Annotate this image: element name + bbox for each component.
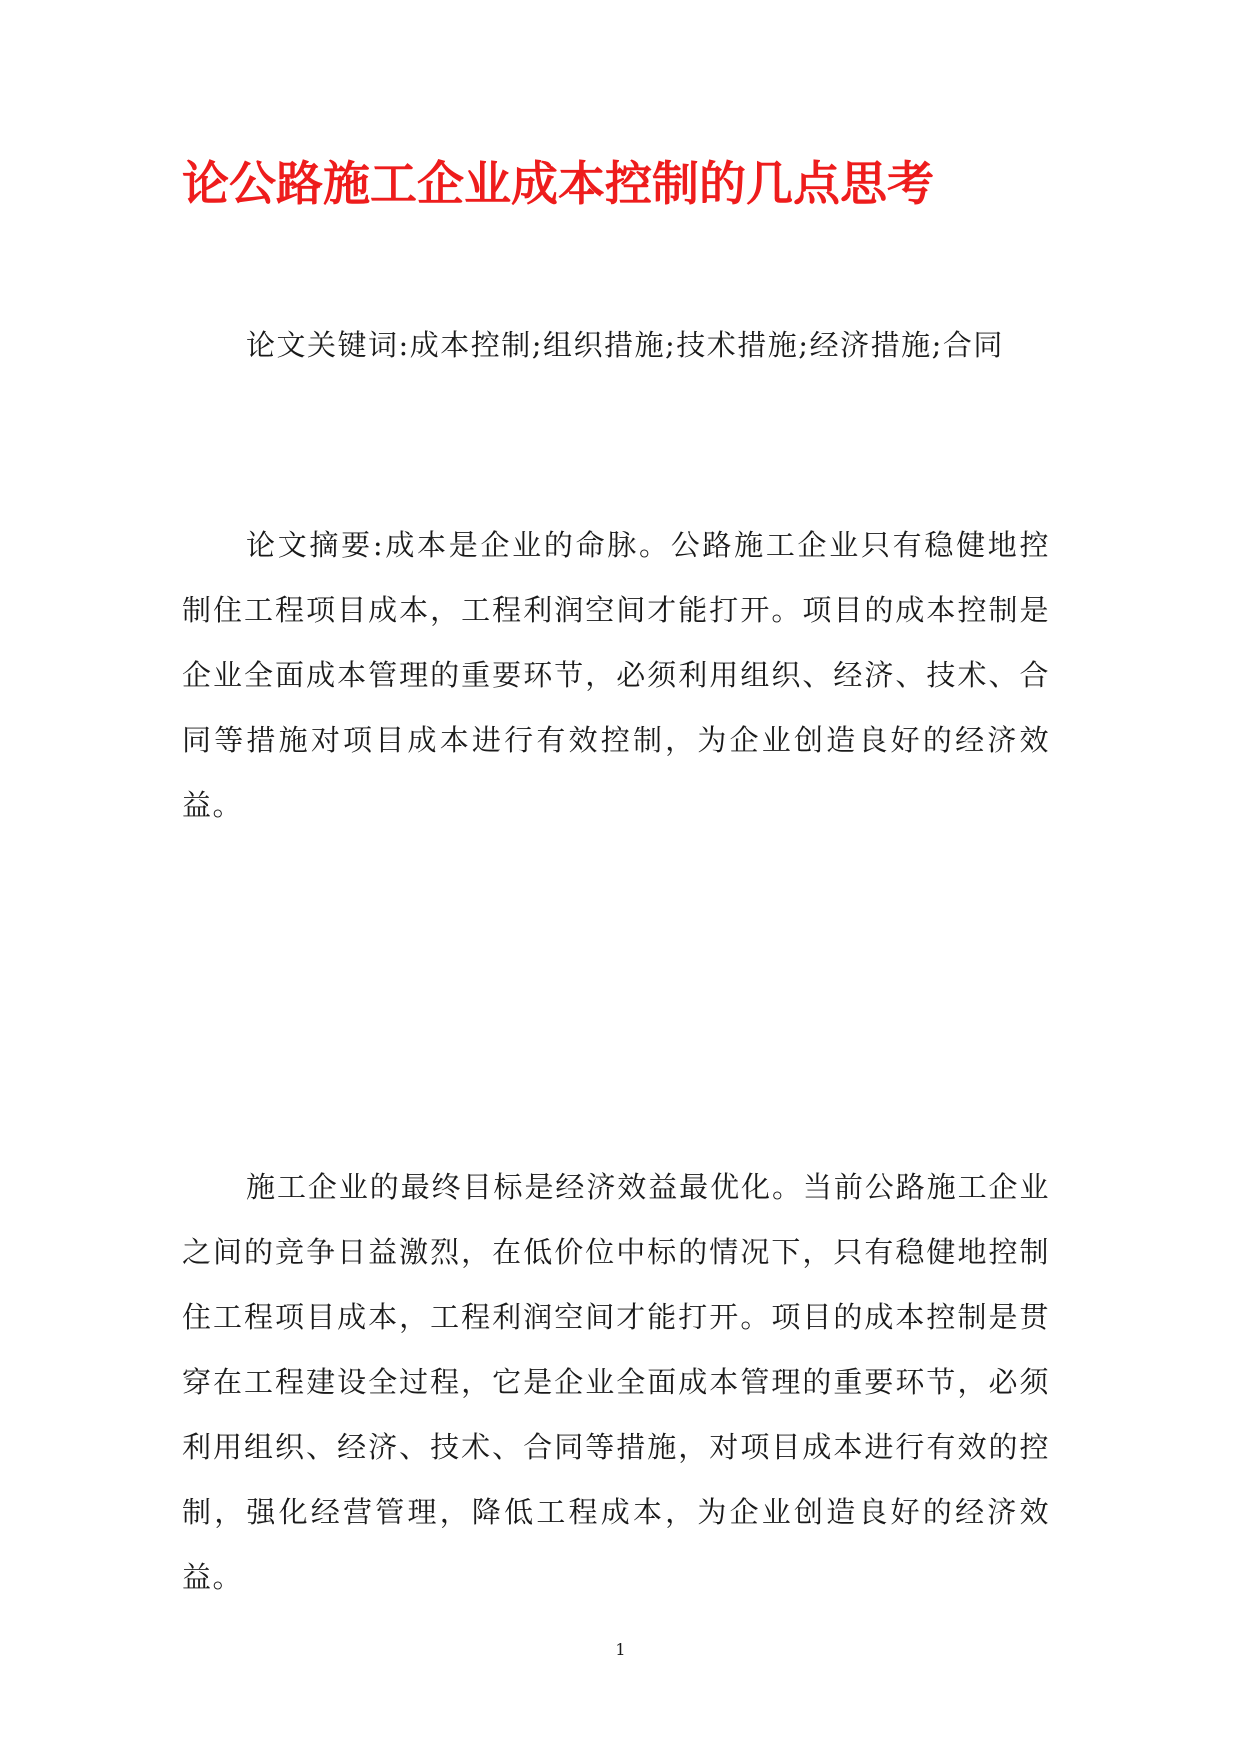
document-title: 论公路施工企业成本控制的几点思考 xyxy=(182,157,934,212)
keywords-paragraph: 论文关键词:成本控制;组织措施;技术措施;经济措施;合同 xyxy=(246,328,1004,362)
abstract-paragraph: 论文摘要:成本是企业的命脉。公路施工企业只有稳健地控制住工程项目成本，工程利润空间才能打开。项目的成本控制是企业全面成本管理的重要环节，必须利用组织、经济、技术、合同等措施对项目成本进行有效控制，为企业创造良好的经济效益。 xyxy=(182,528,1050,822)
page-number: 1 xyxy=(615,1640,626,1659)
body-paragraph: 施工企业的最终目标是经济效益最优化。当前公路施工企业之间的竞争日益激烈，在低价位中标的情况下，只有稳健地控制住工程项目成本，工程利润空间才能打开。项目的成本控制是贯穿在工程建设全过程，它是企业全面成本管理的重要环节，必须利用组织、经济、技术、合同等措施，对项目成本进行有效的控制，强化经营管理，降低工程成本，为企业创造良好的经济效益。 xyxy=(182,1170,1050,1594)
